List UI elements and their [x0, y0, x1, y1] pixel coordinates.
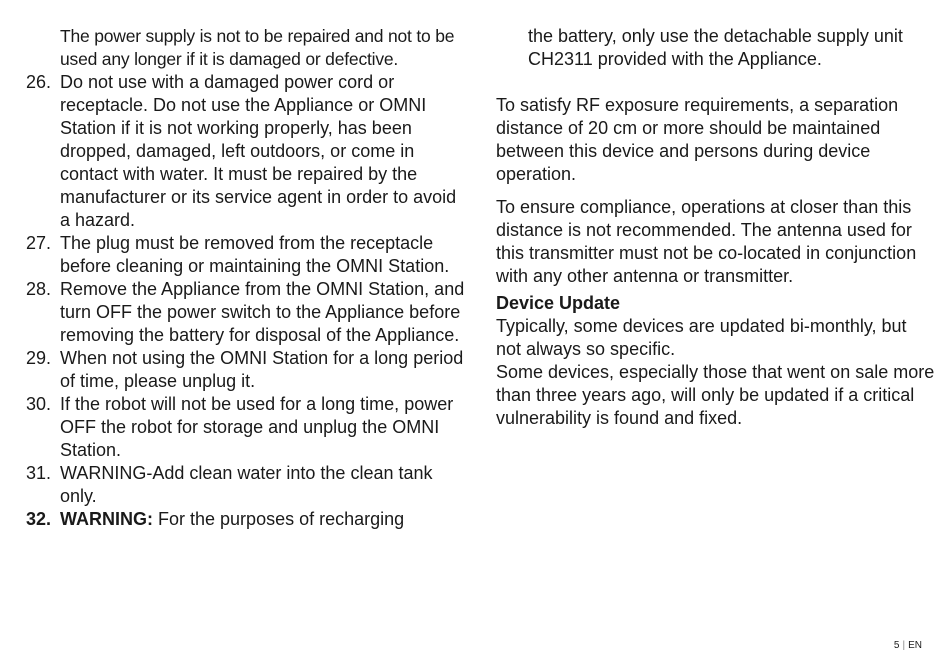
rf-exposure-paragraph: To satisfy RF exposure requirements, a separation distance of 20 cm or more should be maintained between this device and persons during device operation.	[496, 95, 899, 184]
list-item-31	[26, 462, 466, 508]
list-item-26	[26, 71, 466, 232]
item-number: 29.	[26, 348, 52, 368]
item-text: The plug must be removed from the receptacle before cleaning or maintaining the OMNI Station.	[60, 233, 450, 276]
list-item-27	[26, 232, 466, 278]
list-item-30	[26, 393, 466, 462]
warning-label: WARNING:	[60, 509, 153, 529]
list-item-29	[26, 347, 466, 393]
item-text: WARNING-Add clean water into the clean tank only.	[60, 463, 433, 506]
item-text: Do not use with a damaged power cord or receptacle. Do not use the Appliance or OMNI Station if it is not working properly, has been dropped, damaged, left outdoors, or come in contact with water. It must be repaired by the manufacturer or its service agent in order to avoid a hazard.	[60, 72, 457, 230]
item-number: 30.	[26, 394, 52, 414]
page-footer	[894, 640, 922, 652]
item-number: 32.	[26, 509, 52, 529]
item-number: 31.	[26, 463, 52, 483]
device-update-heading: Device Update	[496, 293, 621, 313]
item-text: If the robot will not be used for a long time, power OFF the robot for storage and unplug the OMNI Station.	[60, 394, 454, 460]
list-item-32-warning	[26, 508, 466, 531]
item-number: 27.	[26, 233, 52, 253]
item-text: When not using the OMNI Station for a long period of time, please unplug it.	[60, 348, 464, 391]
list-item-28	[26, 278, 466, 347]
right-column	[496, 25, 936, 430]
intro-paragraph: The power supply is not to be repaired and not to be used any longer if it is damaged or defective.	[60, 26, 455, 69]
page-number: 5	[893, 640, 900, 651]
item-number: 26.	[26, 72, 52, 92]
item-text: For the purposes of recharging	[158, 509, 405, 529]
continued-item-text: the battery, only use the detachable supply unit CH2311 provided with the Appliance.	[528, 26, 903, 69]
update-frequency-paragraph: Typically, some devices are updated bi-monthly, but not always so specific.	[496, 316, 907, 359]
older-devices-paragraph: Some devices, especially those that went on sale more than three years ago, will only be updated if a critical vulnerability is found and fixed.	[496, 362, 935, 428]
item-number: 28.	[26, 279, 52, 299]
item-text: Remove the Appliance from the OMNI Station, and turn OFF the power switch to the Appliance before removing the battery for disposal of the Appliance.	[60, 279, 465, 345]
footer-separator: |	[902, 640, 906, 651]
left-column	[26, 25, 466, 531]
language-code: EN	[908, 640, 922, 651]
compliance-paragraph: To ensure compliance, operations at closer than this distance is not recommended. The antenna used for this transmitter must not be co-located in conjunction with any other antenna or transmitter.	[496, 197, 917, 286]
